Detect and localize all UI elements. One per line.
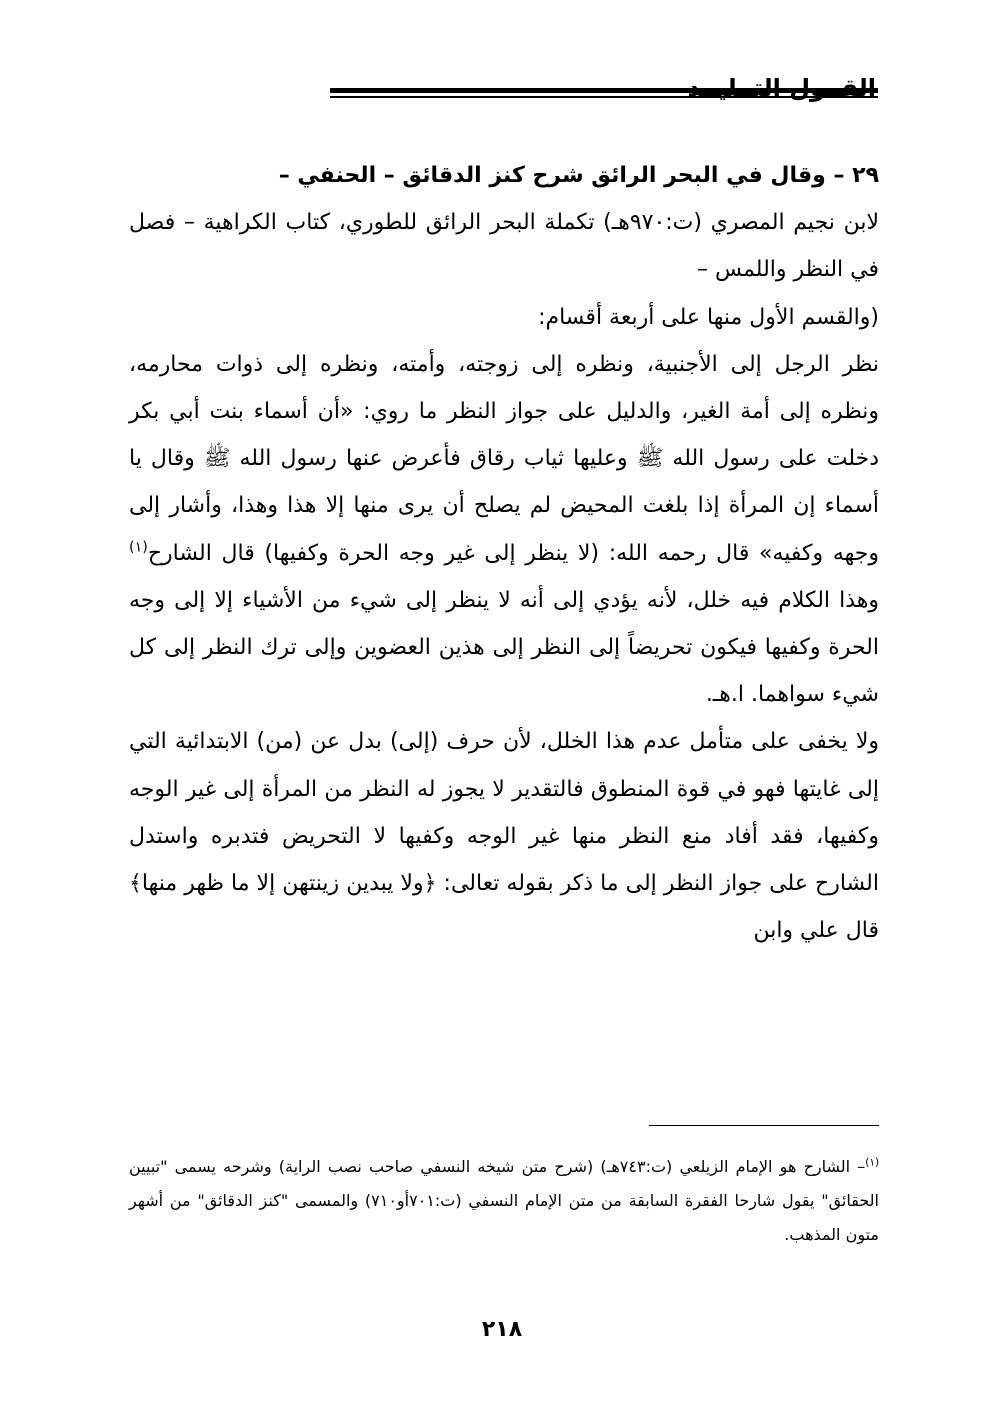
footnote-separator [649, 1125, 879, 1126]
running-header [0, 70, 1004, 110]
footnote-reference[interactable]: (١) [129, 539, 148, 556]
header-rule-thin [330, 96, 878, 98]
footnote-text: – الشارح هو الإمام الزيلعي (ت:٧٤٣هـ) (شرح متن شيخه النسفي صاحب نصب الراية) وشرحه يسمى "تبيين الحقائق" يقول شارحا الفقرة السابقة من متن الإمام النسفي (ت:٧٠١أو٧١٠) والمسمى "كنز الدقائق" من أشهر متون المذهب. [129, 1157, 879, 1244]
footnote-1 [129, 1150, 879, 1252]
main-text [129, 152, 879, 954]
hadith-text: نظر الرجل إلى الأجنبية، ونظره إلى زوجته، وأمته، ونظره إلى ذوات محارمه، ونظره إلى أمة الغير، والدليل على جواز النظر ما روي: «أن أسماء بنت أبي بكر دخلت على رسول الله ﷺ وعليها ثياب رقاق فأعرض عنها رسول الله ﷺ وقال يا أسماء إن المرأة إذا بلغت المحيض لم يصلح أن يرى منها إلا هذا وهذا، وأشار إلى وجهه وكفيه» قال رحمه الله: (لا ينظر إلى غير وجه الحرة وكفيها) قال الشارح [129, 351, 879, 566]
quran-verse: ﴿ولا يبدين زينتهن إلا ما ظهر منها﴾ [129, 871, 437, 897]
header-rule-thick [330, 88, 878, 93]
response-text: ولا يخفى على متأمل عدم هذا الخلل، لأن حرف (إلى) بدل عن (من) الابتدائية التي إلى غايتها فهو في قوة المنطوق فالتقدير لا يجوز له النظر من المرأة إلى غير الوجه وكفيها، فقد أفاد منع النظر منها غير الوجه وكفيها لا التحريض فتدبره واستدل الشارح على جواز النظر إلى ما ذكر بقوله تعالى: [129, 729, 879, 897]
page-number: ٢١٨ [481, 1317, 523, 1342]
footnote-marker: (١) [865, 1156, 879, 1169]
footnotes [129, 1150, 879, 1252]
paragraph-intro: (والقسم الأول منها على أربعة أقسام: [538, 304, 879, 330]
paragraph-response [129, 718, 879, 954]
paragraph-hadith [129, 341, 879, 719]
section-heading: ٢٩ – وقال في البحر الرائق شرح كنز الدقائق – الحنفي – [278, 163, 879, 188]
response-text-end: قال علي وابن [753, 918, 879, 944]
paragraph-source: لابن نجيم المصري (ت:٩٧٠هـ) تكملة البحر الرائق للطوري، كتاب الكراهية – فصل في النظر واللمس – [129, 210, 879, 283]
commentary-text: وهذا الكلام فيه خلل، لأنه يؤدي إلى أنه لا ينظر إلى شيء من الأشياء إلا إلى وجه الحرة وكفيها فيكون تحريضاً إلى النظر إلى هذين العضوين وإلى ترك النظر إلى كل شيء سواهما. ا.هـ. [129, 587, 879, 708]
